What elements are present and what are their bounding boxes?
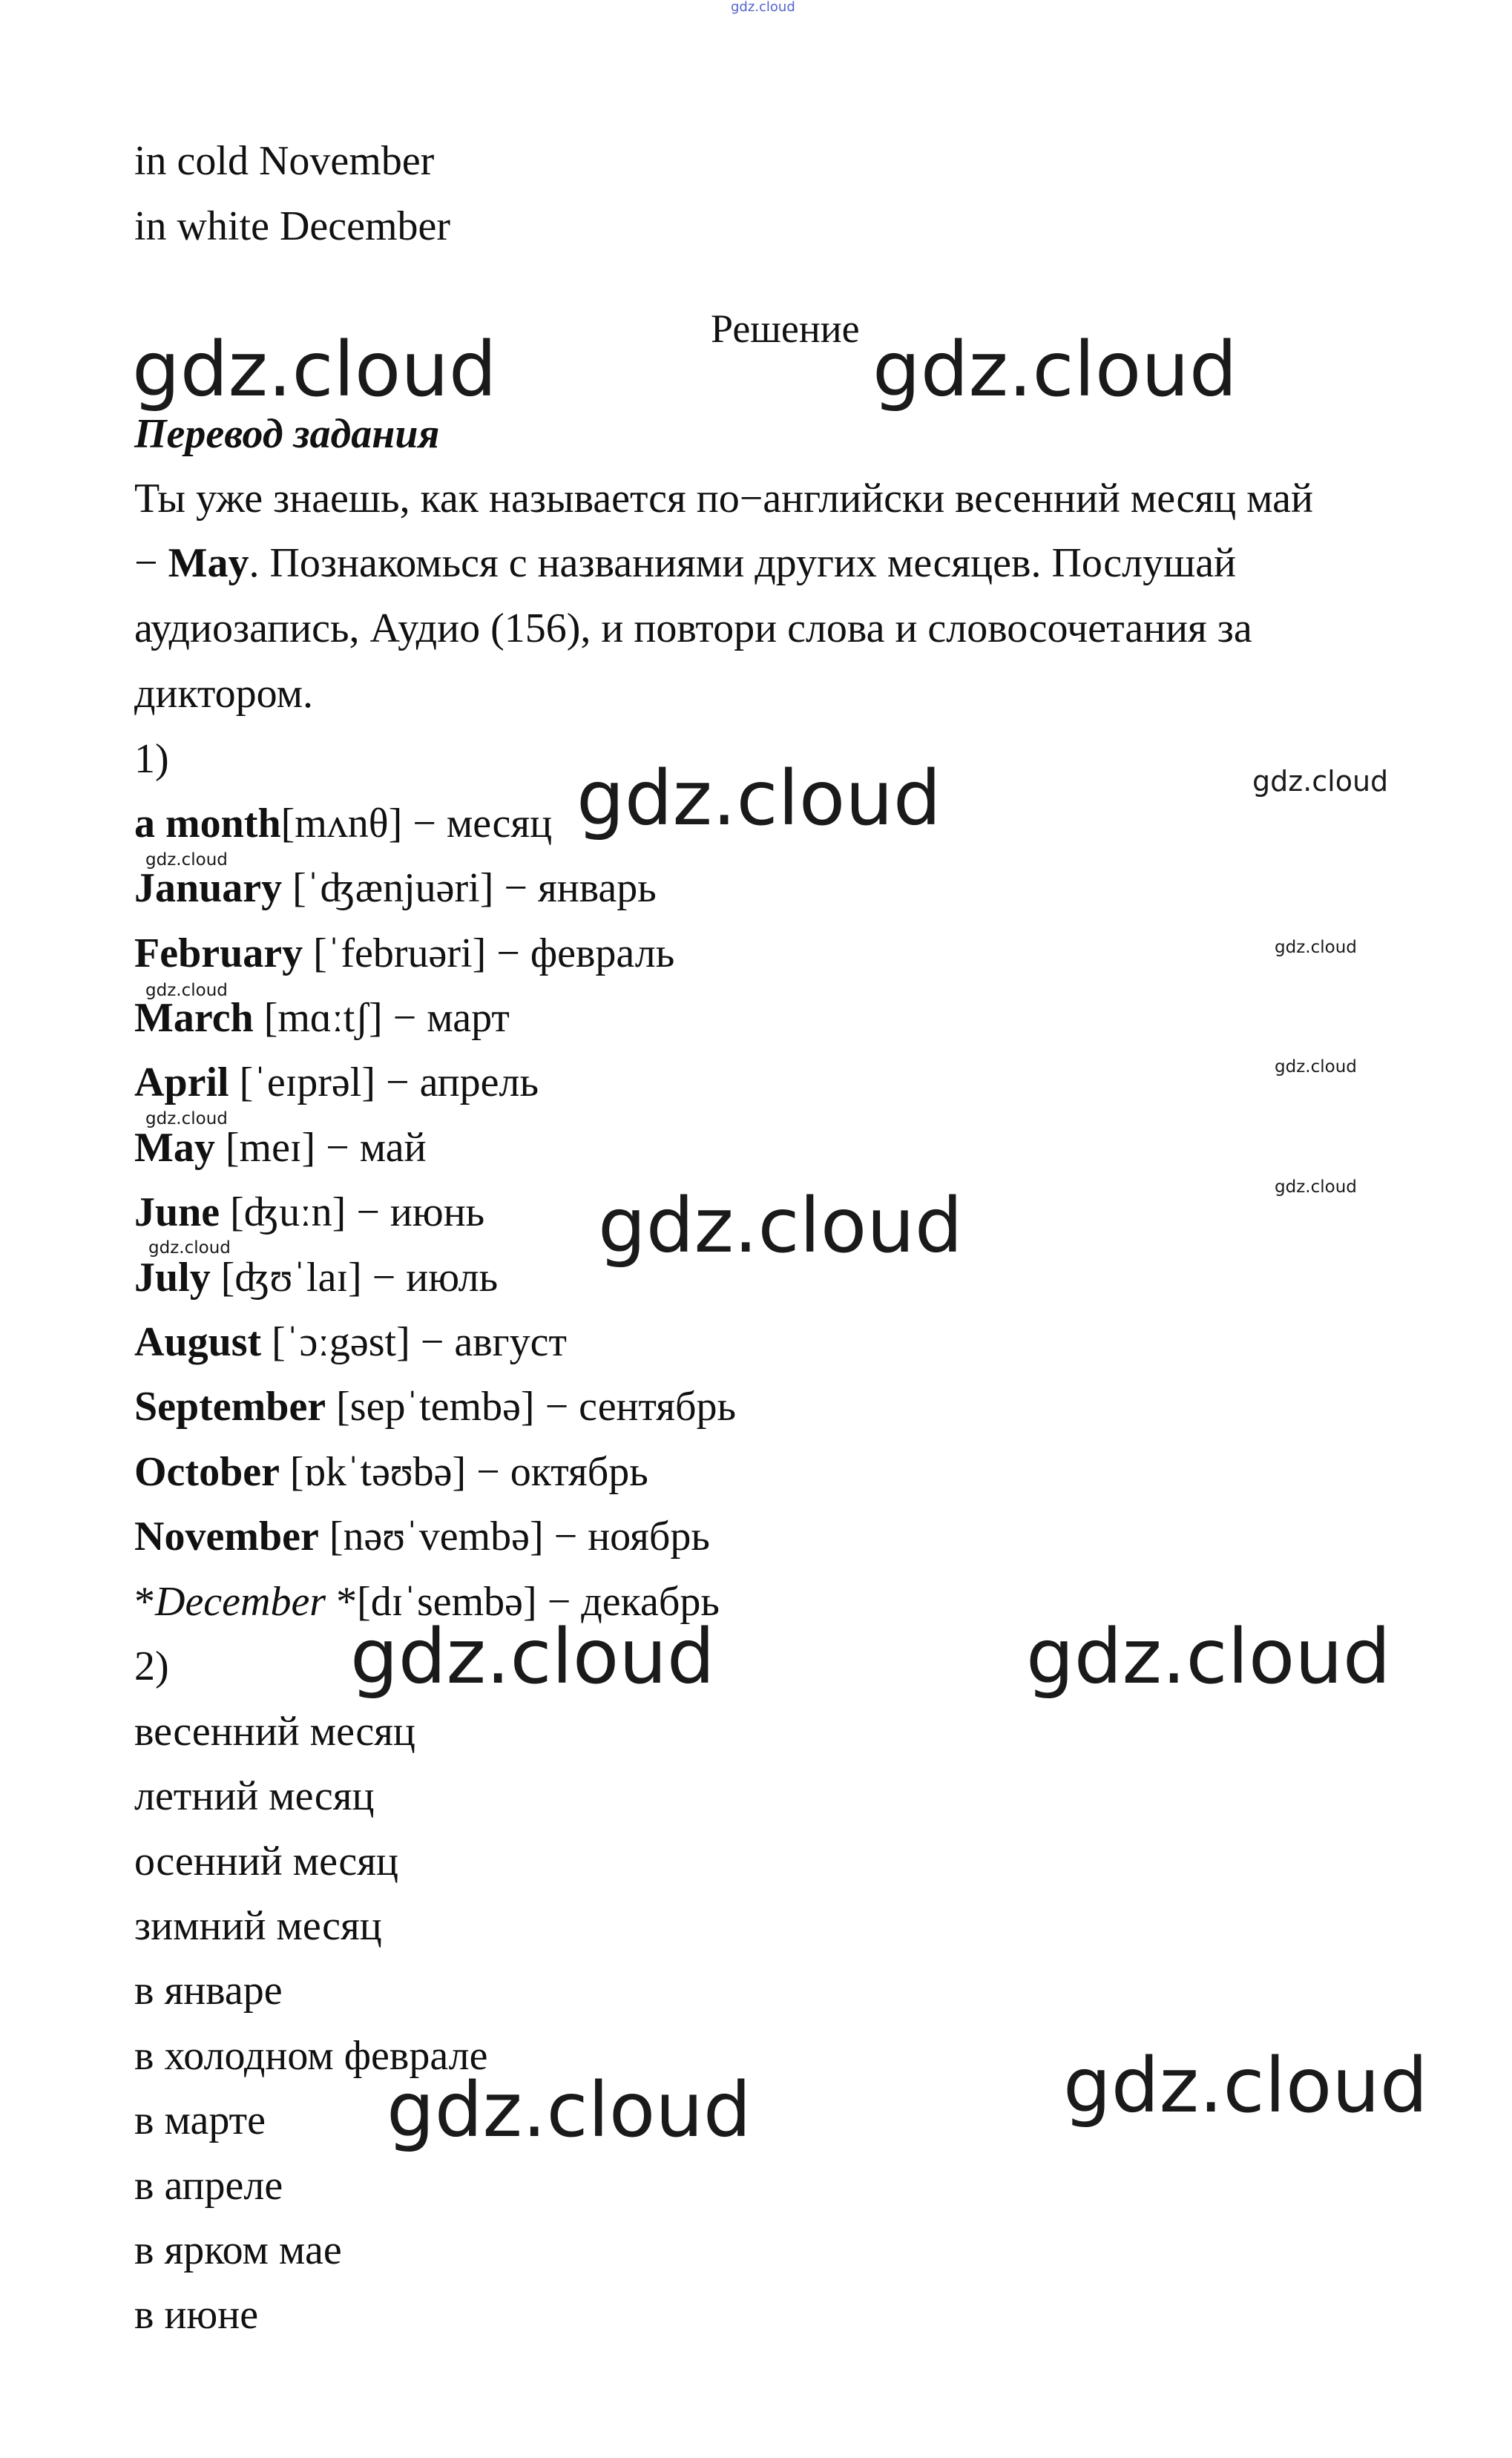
vocab-translation: − сентябрь bbox=[534, 1384, 737, 1430]
vocab-translation: − июнь bbox=[346, 1189, 485, 1235]
vocab-word: a month bbox=[134, 801, 281, 847]
vocab-word: September bbox=[134, 1384, 326, 1430]
vocab-translation: − декабрь bbox=[536, 1579, 720, 1625]
vocab-word: May bbox=[134, 1125, 215, 1171]
paragraph-line: аудиозапись, Аудио (156), и повтори слова и словосочетания за bbox=[134, 605, 1252, 651]
phrase-item: осенний месяц bbox=[134, 1838, 398, 1884]
vocab-word: December bbox=[155, 1579, 326, 1625]
vocab-row bbox=[134, 798, 552, 850]
vocab-word: November bbox=[134, 1514, 319, 1560]
vocab-transcription: [ˈfebruəri] bbox=[303, 930, 487, 976]
vocab-word: April bbox=[134, 1059, 229, 1105]
vocab-transcription: [ˈɔːgəst] bbox=[261, 1319, 410, 1365]
vocab-translation: − апрель bbox=[375, 1059, 539, 1105]
vocab-translation: − ноябрь bbox=[543, 1514, 710, 1560]
vocab-word: July bbox=[134, 1255, 211, 1301]
phrase-item: в ярком мае bbox=[134, 2227, 342, 2273]
intro-line: in white December bbox=[134, 203, 451, 249]
watermark: gdz.cloud bbox=[387, 2066, 752, 2155]
vocab-translation: − месяц bbox=[402, 801, 553, 847]
vocab-word: August bbox=[134, 1319, 262, 1365]
vocab-transcription: [mʌnθ] bbox=[280, 801, 403, 847]
vocab-word: January bbox=[134, 865, 283, 911]
vocab-row bbox=[134, 1057, 539, 1108]
vocab-translation: − май bbox=[315, 1125, 427, 1171]
vocab-transcription: [nəʊˈvembə] bbox=[318, 1514, 544, 1560]
phrase-item: в марте bbox=[134, 2097, 266, 2143]
watermark: gdz.cloud bbox=[872, 326, 1237, 414]
watermark: gdz.cloud bbox=[1063, 2042, 1428, 2130]
vocab-transcription: [ʤuːn] bbox=[220, 1189, 346, 1235]
vocab-transcription: [mɑːtʃ] bbox=[253, 995, 383, 1041]
vocab-translation: − февраль bbox=[486, 930, 675, 976]
watermark: gdz.cloud bbox=[132, 326, 497, 414]
watermark: gdz.cloud bbox=[598, 1182, 963, 1270]
watermark: gdz.cloud bbox=[145, 981, 228, 1000]
vocab-translation: − январь bbox=[493, 865, 657, 911]
section-1-label: 1) bbox=[134, 736, 169, 782]
paragraph-line: диктором. bbox=[134, 671, 314, 717]
watermark: gdz.cloud bbox=[350, 1613, 715, 1701]
vocab-word: February bbox=[134, 930, 303, 976]
intro-line: in cold November bbox=[134, 138, 435, 184]
vocab-translation: − октябрь bbox=[466, 1449, 648, 1495]
vocab-row bbox=[134, 1252, 498, 1304]
solution-heading: Решение bbox=[711, 306, 860, 351]
vocab-row bbox=[134, 1122, 427, 1174]
paragraph-rest: . Познакомься с названиями других месяцев. Послушай bbox=[249, 540, 1237, 586]
top-watermark: gdz.cloud bbox=[731, 0, 795, 15]
watermark: gdz.cloud bbox=[1275, 1177, 1357, 1197]
vocab-row bbox=[134, 1316, 567, 1368]
phrase-item: в июне bbox=[134, 2292, 259, 2338]
paragraph-line bbox=[134, 537, 1236, 589]
vocab-row bbox=[134, 1186, 484, 1238]
vocab-word: June bbox=[134, 1189, 220, 1235]
section-2-label: 2) bbox=[134, 1643, 169, 1689]
phrase-item: летний месяц bbox=[134, 1773, 375, 1819]
vocab-row bbox=[134, 1381, 736, 1433]
vocab-row bbox=[134, 927, 674, 979]
watermark: gdz.cloud bbox=[1275, 938, 1357, 957]
paragraph-line: Ты уже знаешь, как называется по−английски весенний месяц май bbox=[134, 476, 1313, 522]
phrase-item: в апреле bbox=[134, 2163, 283, 2209]
paragraph-may-word: May bbox=[168, 540, 249, 586]
watermark: gdz.cloud bbox=[1252, 765, 1389, 798]
vocab-transcription: *[dɪˈsembə] bbox=[326, 1579, 537, 1625]
phrase-item: весенний месяц bbox=[134, 1709, 415, 1755]
vocab-transcription: [meɪ] bbox=[214, 1125, 316, 1171]
vocab-transcription: [ˈʤænjuəri] bbox=[282, 865, 494, 911]
vocab-translation: − август bbox=[410, 1319, 567, 1365]
watermark: gdz.cloud bbox=[148, 1238, 231, 1258]
watermark: gdz.cloud bbox=[1026, 1613, 1391, 1701]
phrase-item: в январе bbox=[134, 1968, 283, 2014]
watermark: gdz.cloud bbox=[1275, 1057, 1357, 1077]
vocab-word: March bbox=[134, 995, 254, 1041]
vocab-transcription: [ʤʊˈlaɪ] bbox=[210, 1255, 362, 1301]
phrase-item: зимний месяц bbox=[134, 1903, 382, 1949]
paragraph-dash: − bbox=[134, 540, 168, 586]
watermark: gdz.cloud bbox=[145, 1109, 228, 1128]
december-star: * bbox=[134, 1579, 155, 1625]
vocab-transcription: [ɒkˈtəʊbə] bbox=[279, 1449, 467, 1495]
vocab-transcription: [ˈeɪprəl] bbox=[229, 1059, 375, 1105]
translation-heading: Перевод задания bbox=[134, 411, 440, 457]
vocab-translation: − март bbox=[382, 995, 510, 1041]
vocab-word: October bbox=[134, 1449, 280, 1495]
watermark: gdz.cloud bbox=[145, 850, 228, 870]
phrase-item: в холодном феврале bbox=[134, 2033, 488, 2079]
vocab-translation: − июль bbox=[361, 1255, 499, 1301]
vocab-row bbox=[134, 1446, 648, 1498]
vocab-row bbox=[134, 862, 657, 914]
watermark: gdz.cloud bbox=[576, 755, 941, 843]
vocab-transcription: [sepˈtembə] bbox=[326, 1384, 535, 1430]
vocab-row bbox=[134, 1511, 710, 1562]
